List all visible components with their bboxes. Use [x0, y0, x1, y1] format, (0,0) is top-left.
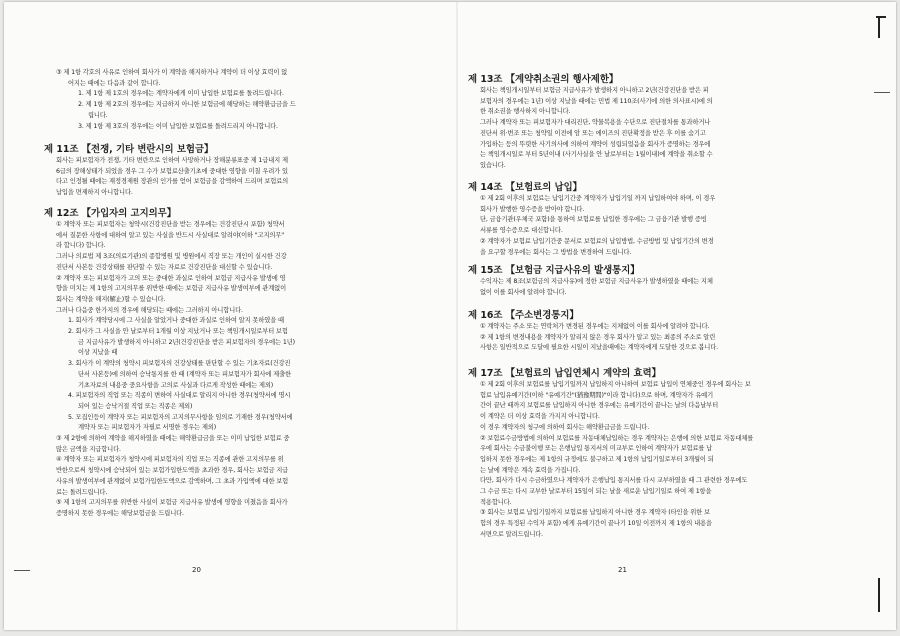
text-line: 는 날에 계약은 계속 효력을 가집니다.: [480, 466, 581, 474]
article-15-body: [468, 277, 880, 298]
text-line: ② 보험료수금방법에 의하여 보험료를 자동대체납입하는 경우 계약자는 은행에 의한 보험료 자동대체를: [480, 434, 754, 442]
text-line: 회사가 발행한 영수증을 받아야 합니다.: [480, 205, 585, 213]
text-line: 가입하는 등의 뚜렷한 사기의사에 의하여 계약이 성립되었음을 회사가 증명하는 경우에: [480, 140, 711, 148]
text-line: 향을 미치는 제 1항의 고지의무를 위반한 때에는 보험금 지급사유 발생여부에 관계없이: [56, 285, 287, 293]
text-line: 을 요구할 경우에는 회사는 그 방법을 변경하여 드립니다.: [480, 248, 632, 256]
text-line: 단서 사본등)에 의하여 승낙통지를 한 때 (계약자 또는 피보험자가 회사에 제출한: [78, 370, 291, 378]
article-14: [468, 182, 880, 258]
text-line: 이상 지났을 때: [78, 349, 118, 357]
text-line: 에서 질문한 사항에 대하여 알고 있는 사실을 반드시 사실대로 알려야(이하 "고지의무": [56, 231, 285, 239]
article-17: [468, 368, 880, 541]
text-line: 수익자는 제 8조(보험금의 지급사유)에 정한 보험금 지급사유가 발생하였을 때에는 지체: [480, 278, 713, 285]
text-line: 적용합니다.: [480, 498, 512, 506]
scan-dash-left: [14, 570, 30, 571]
text-line: 되어 있는 승낙거절 직업 또는 직종은 제외): [78, 402, 193, 410]
text-line: 1. 제 1항 제 1호의 경우에는 계약자에게 이미 납입한 보험료를 돌려드립니다.: [78, 90, 284, 98]
text-line: ① 계약자 또는 피보험자는 청약시(건강진단을 받는 경우에는 건강진단시 포함) 청약서: [56, 221, 285, 228]
text-line: 증명하지 못한 경우에는 해당보험금을 드립니다.: [56, 509, 184, 517]
article-14-heading: 제 14조 【보험료의 납입】: [468, 182, 583, 193]
text-line: 반한으로써 청약시에 승낙되어 있는 보험가입한도액을 초과한 경우, 회사는 보험금 지급: [56, 467, 289, 475]
text-line: 보험자의 경우에는 1년) 이상 지났을 때에는 민법 제 110조(사기에 의한 의사표시)에 의: [480, 97, 713, 105]
article-14-body: [468, 194, 880, 258]
text-line: 그러나 다음중 한가지의 경우에 해당되는 때에는 그러하지 아니합니다.: [56, 306, 243, 314]
text-line: 1. 회사가 계약당시에 그 사실을 알았거나 중대한 과실로 인하여 알지 못하였을 때: [68, 317, 284, 325]
text-line: 료는 돌려드립니다.: [56, 488, 108, 496]
text-line: ③ 제 1항 각호의 사유로 인하여 회사가 이 계약을 해지하거나 계약이 더 이상 효력이 없: [56, 69, 288, 76]
text-line: 우에 회사는 수금불이행 또는 은행납입 통지서의 미교부로 인하여 계약자가 보험료를 납: [480, 445, 713, 453]
text-line: 서류를 영수증으로 대신합니다.: [480, 227, 563, 235]
text-line: 진단서 위·변조 또는 청약일 이전에 암 또는 에이즈의 진단확정을 받은 후 이를 숨기고: [480, 129, 706, 137]
page-number-left: 20: [192, 566, 201, 574]
text-line: 그러나 계약자 또는 피보험자가 대리진단, 약물복용을 수단으로 진단절차를 통과하거나: [480, 119, 711, 127]
text-line: 2. 제 1항 제 2호의 경우에는 지급하지 아니한 보험금에 해당하는 해약환급금을 드: [78, 101, 296, 109]
text-line: 립니다.: [88, 111, 108, 119]
text-line: 회사는 피보험자가 전쟁, 기타 변란으로 인하여 사망하거나 장해분류표중 제 1급내지 제: [56, 157, 288, 164]
text-line: 있습니다.: [480, 161, 506, 169]
article-13-heading: 제 13조 【계약취소권의 행사제한】: [468, 74, 619, 85]
text-line: 기초자료의 내용중 중요사항을 고의로 사실과 다르게 작성한 때에는 제외): [78, 381, 274, 389]
text-line: 어지는 때에는 다음과 같이 합니다.: [68, 79, 161, 87]
text-line: 간이 끝난 때까지 보험료를 납입하지 아니한 경우에는 유예기간이 끝나는 날의 다음날부터: [480, 402, 719, 410]
left-page: [44, 2, 452, 630]
text-line: 한 취소권을 행사하지 아니합니다.: [480, 108, 571, 116]
article-13: [468, 74, 880, 172]
text-line: 없이 이를 회사에 알려야 합니다.: [480, 288, 567, 296]
article-11: [44, 144, 452, 199]
text-line: 6급의 장해상태가 되었을 경우 그 수가 보험료산출기초에 중대한 영향을 미칠 우려가 있: [56, 167, 288, 175]
scan-dash-right: [874, 92, 890, 93]
article-12-heading: 제 12조 【가입자의 고지의무】: [44, 208, 177, 219]
text-line: ⑤ 제 1항의 고지의무를 위반한 사실이 보험금 지급사유 발생에 영향을 미쳤음을 회사가: [56, 499, 288, 507]
text-line: 진단서 사본등 건강상태를 판단할 수 있는 자료로 건강진단을 대신할 수 있습니다.: [56, 263, 273, 271]
crop-mark-top-right-h: [876, 16, 886, 18]
text-line: 험의 경우 특정된 수익자 포함) 에게 유예기간이 끝나기 10일 이전까지 제 1항의 내용을: [480, 520, 712, 528]
text-line: 금 지급사유가 발생하지 아니하고 2년(건강진단을 받은 피보험자의 경우에는 1년): [78, 338, 295, 346]
text-line: 3. 제 1항 제 3호의 경우에는 이미 납입한 보험료를 돌려드리지 아니합니다.: [78, 122, 278, 130]
text-line: ④ 계약자 또는 피보험자가 청약시에 피보험자의 직업 또는 직종에 관한 고지의무를 위: [56, 456, 284, 464]
text-line: 그러나 의료법 제 3조(의료기관)의 종합병원 및 병원에서 직장 또는 개인이 실시한 건강: [56, 253, 287, 261]
text-line: 회사는 계약을 해지(解止)할 수 있습니다.: [56, 295, 166, 303]
text-line: ③ 제 2항에 의하여 계약을 해지하였을 때에는 해약환급금을 또는 이미 납입한 보험료 중: [56, 435, 290, 443]
text-line: 서면으로 알려드립니다.: [480, 530, 544, 538]
article-11-body: [44, 156, 452, 199]
text-line: ① 계약자는 주소 또는 연락처가 변경된 경우에는 지체없이 이를 회사에 알려야 합니다.: [480, 323, 710, 330]
text-line: 4. 피보험자의 직업 또는 직종이 변하여 사실대로 알리지 아니한 경우(청약서에 명시: [68, 392, 291, 400]
text-line: 회사는 책임개시일부터 보험금 지급사유가 발생하지 아니하고 2년(건강진단을 받은 피: [480, 87, 709, 94]
article-12-body: [44, 220, 452, 520]
text-line: 라 합니다) 합니다.: [56, 242, 106, 250]
page-number-right: 21: [618, 566, 627, 574]
text-line: 는 책임개시일로 부터 5년이내 (사기사실을 안 날로부터는 1월이내)에 계약을 취소할 수: [480, 151, 713, 159]
text-line: ② 제 1항의 변경내용을 계약자가 알리지 않은 경우 회사가 알고 있는 최종의 주소로 알린: [480, 333, 716, 341]
article-16: [468, 310, 880, 354]
text-line: 다고 인정될 때에는 재정경제원 장관의 인가를 얻어 보험금을 감액하여 드리며 보험료의: [56, 178, 289, 186]
text-line: 단, 금융기관(우체국 포함)을 통하여 보험료를 납입한 경우에는 그 금융기관 발행 증빙: [480, 216, 707, 224]
text-line: 계약자 또는 피보험자가 자필로 서명한 경우는 제외): [78, 424, 217, 432]
text-line: 다만, 회사가 다시 수금하였으나 계약자가 은행납입 통지서를 다시 교부하였을 때 그 관련한 경우에도: [480, 477, 748, 485]
text-line: 5. 모집인등이 계약자 또는 피보험자의 고지의무사항을 임의로 기재한 경우(청약서에: [68, 413, 293, 421]
article-15-heading: 제 15조 【보험금 지급사유의 발생통지】: [468, 265, 640, 276]
text-line: 사항은 일반적으로 도달에 필요한 시일이 지났을때에는 계약자에게 도달한 것으로 봅니다.: [480, 344, 719, 352]
article-17-heading: 제 17조 【보험료의 납입연체시 계약의 효력】: [468, 368, 662, 379]
right-page: [468, 2, 880, 630]
article-17-body: [468, 380, 880, 541]
text-line: ① 제 2회 이후의 보험료를 납입기일까지 납입하지 아니하여 보험료 납입이 연체중인 경우에 회사는 보: [480, 381, 751, 388]
text-line: 사유의 발생여부에 관계없이 보험가입한도액으로 감액하며, 그 초과 가입액에 대한 보험: [56, 477, 289, 485]
text-line: ③ 회사는 보험료 납입기일까지 보험료를 납입하지 아니한 경우 계약자 (타인을 위한 보: [480, 509, 710, 517]
text-line: 납입을 면제하지 아니합니다.: [56, 189, 133, 197]
text-line: 험료 납입유예기간(이하 "유예기간"(猶豫期間)"이라 합니다)으로 하며, 계약자가 유예기: [480, 391, 713, 399]
article-13-body: [468, 86, 880, 172]
text-line: 2. 회사가 그 사실을 안 날로부터 1개월 이상 지났거나 또는 책임개시일로부터 보험: [68, 328, 288, 336]
text-line: ① 제 2회 이후의 보험료는 납입기간중 계약자가 납입기일 까지 납입하여야 하며, 이 경우: [480, 195, 716, 202]
text-line: 이 계약은 더 이상 효력을 가지지 아니합니다.: [480, 413, 600, 421]
text-line: 이 경우 계약자의 청구에 의하여 회사는 해약환급금을 드립니다.: [480, 423, 650, 431]
text-line: 그 수금 또는 다시 교부한 날로부터 15일이 되는 날을 새로운 납입기일로 하여 제 1항을: [480, 488, 712, 496]
text-line: 많은 금액을 지급합니다.: [56, 445, 121, 453]
text-line: ② 계약자가 보험료 납입기간중 문서로 보험료의 납입방법, 수금방법 및 납입기간의 변경: [480, 237, 714, 245]
article-11-heading: 제 11조 【전쟁, 기타 변란시의 보험금】: [44, 144, 214, 155]
text-line: ② 계약자 또는 피보험자가 고의 또는 중대한 과실로 인하여 보험금 지급사유 발생에 영: [56, 274, 286, 282]
crop-mark-bottom-right: [878, 578, 880, 612]
scanned-document: [4, 2, 896, 630]
article-15: [468, 265, 880, 298]
article-16-body: [468, 322, 880, 354]
text-line: 3. 회사가 이 계약의 청약시 피보험자의 건강상태를 판단할 수 있는 기초자료(건강진: [68, 360, 291, 368]
page-spine: [456, 2, 458, 630]
crop-mark-top-right: [878, 16, 880, 38]
clause-10-continued: [44, 68, 452, 132]
article-12: [44, 208, 452, 520]
text-line: 입하지 못한 경우에는 제 1항의 규정에도 불구하고 제 1항의 납입기일로부터 3개월이 되: [480, 455, 714, 463]
article-16-heading: 제 16조 【주소변경통지】: [468, 310, 579, 321]
